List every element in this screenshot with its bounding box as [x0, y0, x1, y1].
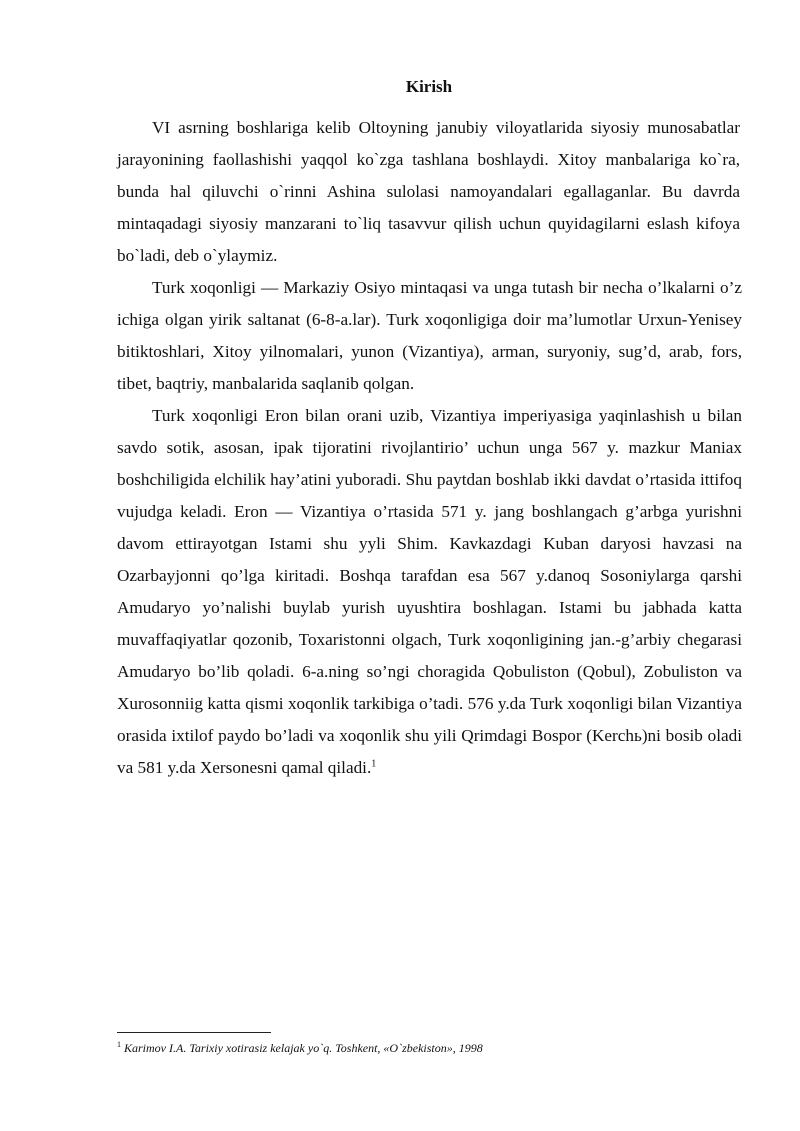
footnote-number: 1 — [117, 1040, 121, 1049]
paragraph-2: Turk xoqonligi — Markaziy Osiyo mintaqasi va unga tutash bir necha o’lkalarni o’z ichiga olgan yirik saltanat (6-8-a.lar). Turk xoqonligiga doir ma’lumotlar Urxun-Yenisey bitiktoshlari, Xitoy yilnomalari, yunon (Vizantiya), arman, suryoniy, sug’d, arab, fors, tibet, baqtriy, manbalarida saqlanib qolgan. — [117, 278, 742, 393]
paragraph-1: VI asrning boshlariga kelib Oltoyning janubiy viloyatlarida siyosiy munosabatlar jarayonining faollashishi yaqqol ko`zga tashlana boshlaydi. Xitoy manbalariga ko`ra, bunda hal qiluvchi o`rinni Ashina sulolasi namoyandalari egallaganlar. Bu davrda mintaqadagi siyosiy manzarani to`liq tasavvur qilish uchun quyidagilarni eslash kifoya bo`ladi, deb o`ylaymiz. — [117, 118, 740, 265]
footnote-text: Karimov I.A. Tarixiy xotirasiz kelajak yo`q. Toshkent, «O`zbekiston», 1998 — [124, 1041, 483, 1055]
footnote-reference[interactable]: 1 — [371, 758, 377, 770]
footnote — [117, 1040, 717, 1056]
paragraph-3-text: Turk xoqonligi Eron bilan orani uzib, Vizantiya imperiyasiga yaqinlashish u bilan savdo sotik, asosan, ipak tijoratini rivojlantirio’ uchun unga 567 y. mazkur Maniax boshchiligida elchilik hay’atini yuboradi. Shu paytdan boshlab ikki davdat o’rtasida ittifoq vujudga keladi. Eron — Vizantiya o’rtasida 571 y. jang boshlangach g’arbga yurishni davom ettirayotgan Istami shu yyli Shim. Kavkazdagi Kuban daryosi havzasi na Ozarbayjonni qo’lga kiritadi. Boshqa tarafdan esa 567 y.danoq Sosoniylarga qarshi Amudaryo yo’nalishi buylab yurish uyushtira boshlagan. Istami bu jabhada katta muvaffaqiyatlar qozonib, Toxaristonni olgach, Turk xoqonligining jan.-g’arbiy chegarasi Amudaryo bo’lib qoladi. 6-a.ning so’ngi choragida Qobuliston (Qobul), Zobuliston va Xurosonniig katta qismi xoqonlik tarkibiga o’tadi. 576 y.da Turk xoqonligi bilan Vizantiya orasida ixtilof paydo bo’ladi va xoqonlik shu yili Qrimdagi Bospor (Kerchь)ni bosib oladi va 581 y.da Xersonesni qamal qiladi. — [117, 406, 742, 777]
footnote-separator — [117, 1032, 271, 1033]
paragraph-3 — [117, 400, 742, 784]
section-title: Kirish — [405, 77, 453, 96]
